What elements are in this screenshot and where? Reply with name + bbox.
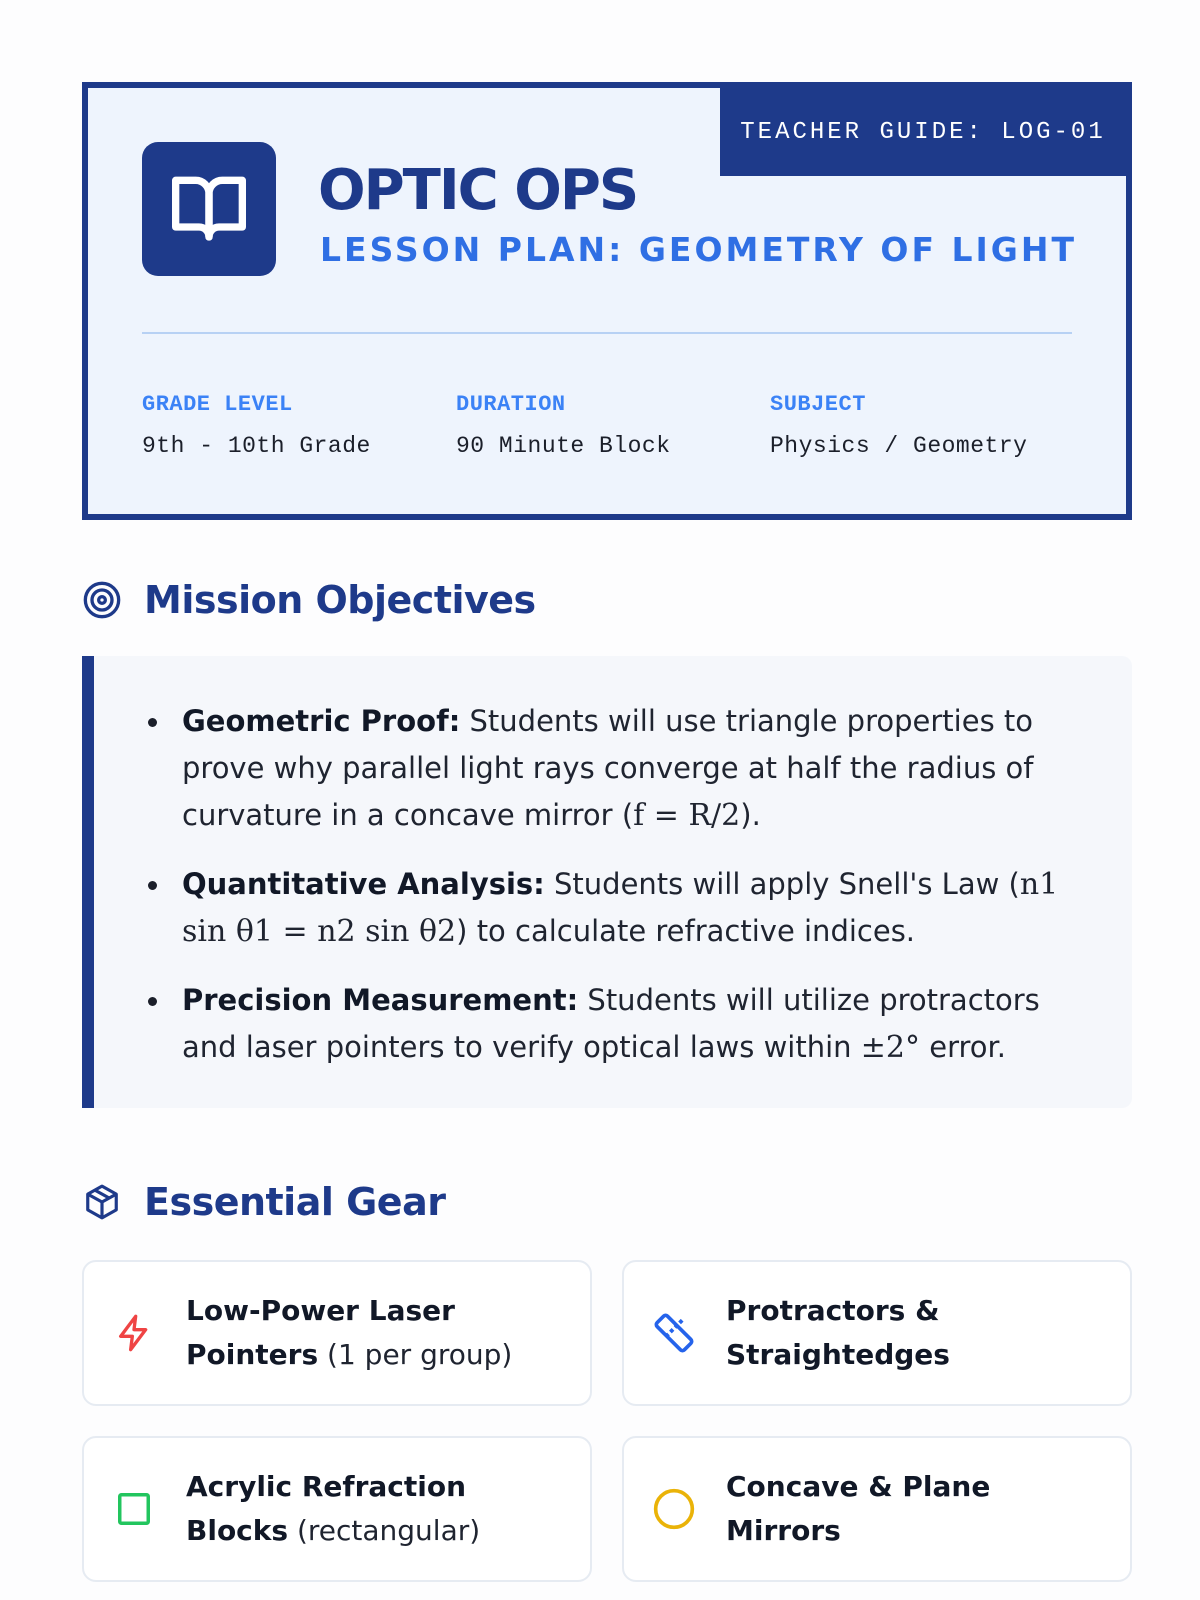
meta-value: Physics / Geometry — [770, 433, 1028, 459]
meta-label: SUBJECT — [770, 392, 866, 417]
gear-detail: (1 per group) — [318, 1338, 513, 1371]
logo — [142, 142, 276, 276]
target-icon — [82, 580, 122, 620]
gear-name: Acrylic Refraction Blocks — [186, 1470, 467, 1547]
page-title: OPTIC OPS — [318, 158, 638, 223]
gear-title: Essential Gear — [144, 1180, 446, 1224]
formula: n1 sin θ1 = n2 sin θ2 — [182, 867, 1059, 949]
lightning-icon — [112, 1311, 156, 1355]
objective-text: Students will apply Snell's Law ( — [544, 867, 1020, 901]
gear-item-laser-pointers — [82, 1260, 592, 1406]
list-item — [134, 977, 1092, 1071]
objective-text: Students will utilize protractors and laser pointers to verify optical laws within — [182, 983, 1040, 1064]
gear-item-refraction-blocks — [82, 1436, 592, 1582]
package-icon — [82, 1182, 122, 1222]
meta-value: 9th - 10th Grade — [142, 433, 371, 459]
meta-value: 90 Minute Block — [456, 433, 671, 459]
open-book-icon — [169, 167, 249, 252]
objective-tail: ) to calculate refractive indices. — [456, 914, 916, 948]
meta-label: DURATION — [456, 392, 566, 417]
circle-icon — [652, 1487, 696, 1531]
list-item — [134, 861, 1092, 955]
gear-name: Concave & Plane Mirrors — [726, 1470, 991, 1547]
objective-lead: Precision Measurement: — [182, 983, 579, 1017]
objectives-title: Mission Objectives — [144, 578, 536, 622]
lesson-header-card — [82, 82, 1132, 520]
gear-item-protractors — [622, 1260, 1132, 1406]
formula: ±2° — [860, 1030, 921, 1065]
teacher-guide-tag: TEACHER GUIDE: LOG-01 — [720, 88, 1126, 176]
formula: f = R/2 — [633, 798, 741, 833]
header-divider — [142, 332, 1072, 334]
gear-name: Protractors & Straightedges — [726, 1294, 950, 1371]
lesson-subtitle: LESSON PLAN: GEOMETRY OF LIGHT — [320, 230, 1078, 269]
objectives-list — [82, 656, 1132, 1108]
objective-lead: Geometric Proof: — [182, 704, 461, 738]
gear-name: Low-Power Laser Pointers — [186, 1294, 455, 1371]
square-icon — [112, 1487, 156, 1531]
ruler-icon — [652, 1311, 696, 1355]
objectives-heading — [82, 578, 536, 622]
objective-text: Students will use triangle properties to prove why parallel light rays converge at half the radius of curvature in a concave mirror ( — [182, 704, 1034, 832]
meta-label: GRADE LEVEL — [142, 392, 293, 417]
meta-duration — [456, 392, 671, 459]
gear-detail: (rectangular) — [288, 1514, 481, 1547]
meta-subject — [770, 392, 1027, 459]
meta-grade-level — [142, 392, 371, 459]
list-item — [134, 698, 1092, 839]
gear-heading — [82, 1180, 445, 1224]
objective-tail: error. — [920, 1030, 1006, 1064]
objective-lead: Quantitative Analysis: — [182, 867, 545, 901]
objective-tail: ). — [740, 798, 761, 832]
gear-item-mirrors — [622, 1436, 1132, 1582]
